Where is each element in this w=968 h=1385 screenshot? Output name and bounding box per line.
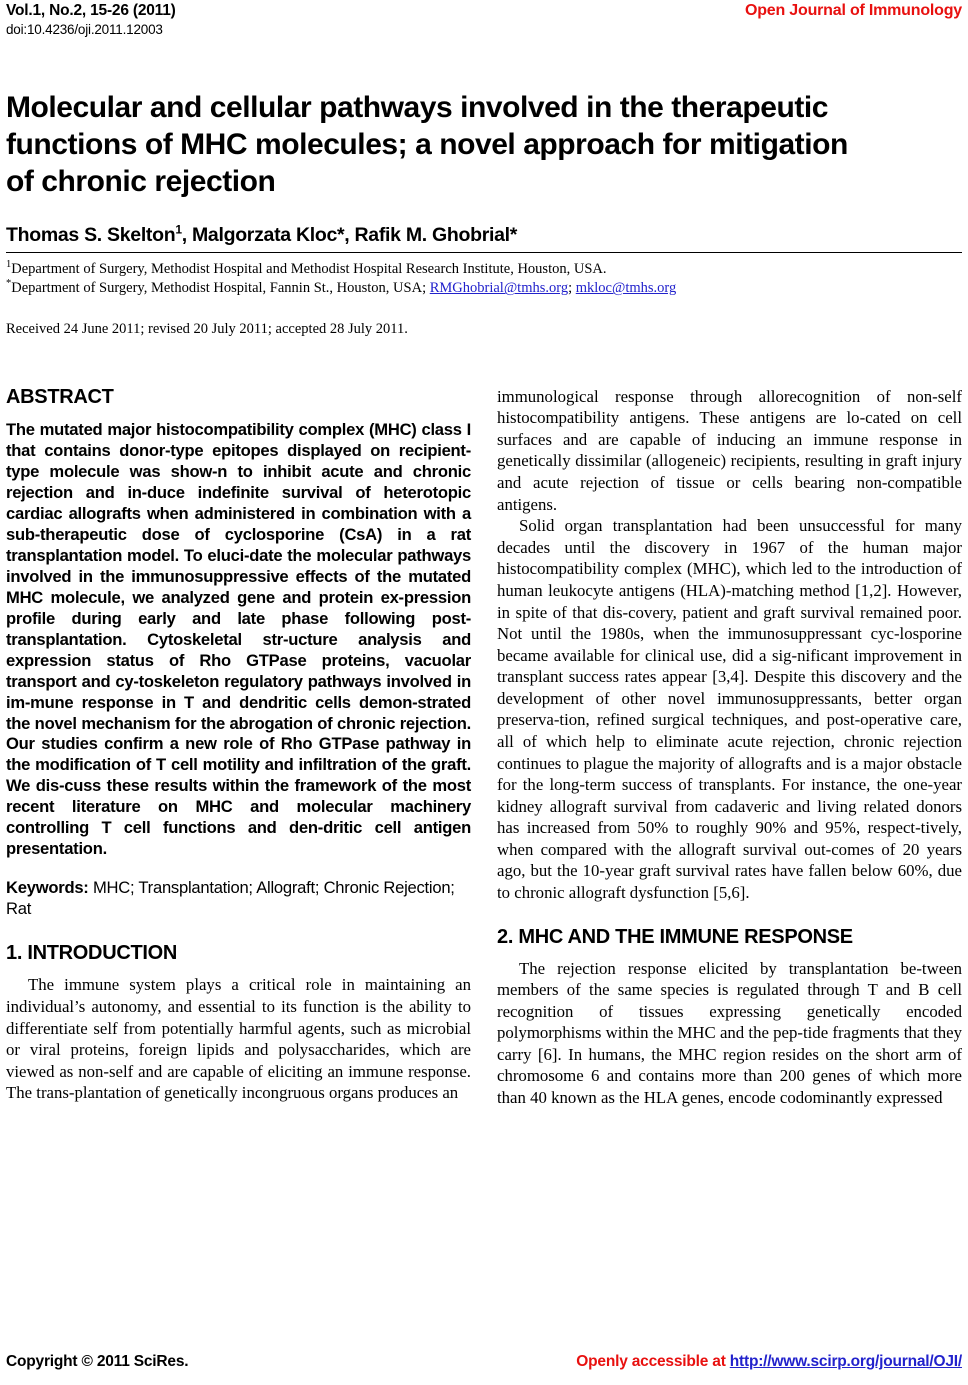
volume-issue-text: Vol.1, No.2, 15-26 (2011) xyxy=(6,2,176,19)
left-column xyxy=(6,386,471,1109)
affiliation-marker-2: * xyxy=(6,278,12,290)
right-column xyxy=(497,386,962,1109)
affiliation-text-2: Department of Surgery, Methodist Hospital, Fannin St., Houston, USA; xyxy=(11,280,430,297)
introduction-paragraph-1-right: immunological response through allorecognition of non-self histocompatibility antigens. These antigens are lo-cated on cell surfaces and are capable of inducing an immune response in genetically dissimilar (allogeneic) recipients, resulting in graft injury and acute rejection of tissue or cells bearing non-compatible antigens. xyxy=(497,386,962,514)
open-access-notice xyxy=(576,1353,962,1371)
open-access-label: Openly accessible at xyxy=(576,1353,730,1370)
affiliation-line-2 xyxy=(6,279,962,298)
journal-url-link[interactable]: http://www.scirp.org/journal/OJI/ xyxy=(729,1353,962,1370)
section-heading-introduction: 1. INTRODUCTION xyxy=(6,942,178,965)
affiliation-text-1: Department of Surgery, Methodist Hospital and Methodist Hospital Research Institute, Houston, USA. xyxy=(11,261,607,278)
affiliation-marker-1: 1 xyxy=(6,259,12,271)
email-link-ghobrial[interactable]: RMGhobrial@tmhs.org xyxy=(429,280,569,297)
affiliation-line-1 xyxy=(6,260,962,279)
page-footer xyxy=(6,1353,962,1371)
author-rest: , Malgorzata Kloc*, Rafik M. Ghobrial* xyxy=(181,224,518,247)
article-title: Molecular and cellular pathways involved in the therapeutic functions of MHC molecules; a novel approach for mitigation of chronic rejection xyxy=(6,91,848,198)
affiliations-block xyxy=(6,253,962,299)
running-head xyxy=(6,0,962,38)
keywords-value: MHC; Transplantation; Allograft; Chronic Rejection; Rat xyxy=(6,878,455,919)
email-separator: ; xyxy=(568,280,576,297)
introduction-paragraph-1-left: The immune system plays a critical role in maintaining an individual’s autonomy, and essential to its function is the ability to differentiate self from potentially harmful agents, such as microbial or viral proteins, foreign lipids and polysaccharides, which are viewed as non-self and are capable of eliciting an immune response. The trans-plantation of genetically incongruous organs produces an xyxy=(6,975,471,1103)
author-list xyxy=(6,200,962,252)
author-first: Thomas S. Skelton xyxy=(6,224,176,247)
doi-text: doi:10.4236/oji.2011.12003 xyxy=(6,21,163,37)
keywords-label: Keywords: xyxy=(6,878,89,898)
keywords-block xyxy=(6,860,471,920)
section-heading-mhc-immune-response: 2. MHC AND THE IMMUNE RESPONSE xyxy=(497,925,853,948)
introduction-paragraph-2: Solid organ transplantation had been unsuccessful for many decades until the discovery in 1967 of the human major histocompatibility complex (MHC), which led to the introduction of human leukocyte antigens (HLA)-matching method [1,2]. However, in spite of that dis-covery, patient and graft survival remained poor. Not until the 1980s, when the immunosuppressant cyc-losporine became available for clinical use, did a sig-nificant improvement in transplant success rates appear [3,4]. Despite this discovery and the development of other novel immunosuppressants, better organ preserva-tion, refined surgical techniques, and post-operative care, all of which help to eliminate acute rejection, chronic rejection continues to plague the majority of allografts and is a major obstacle for the long-term success of transplants. For instance, the one-year kidney allograft survival from cadaveric and living related donors has increased from 50% to roughly 90% and 95%, respect-tively, when compared with the allograft survival out-comes of 20 years ago, but the 10-year graft survival rates have fallen below 60%, due to chronic allograft dysfunction [5,6]. xyxy=(497,516,962,903)
email-link-kloc[interactable]: mkloc@tmhs.org xyxy=(575,280,677,297)
two-column-body xyxy=(6,338,962,1109)
running-head-left xyxy=(6,2,176,38)
received-dates: Received 24 June 2011; revised 20 July 2011; accepted 28 July 2011. xyxy=(6,320,408,337)
abstract-heading: ABSTRACT xyxy=(6,385,114,408)
mhc-immune-response-paragraph-1: The rejection response elicited by transplantation be-tween members of the same species is regulated through T and B cell recognition of tissues expressing genetically encoded polymorphisms within the MHC and the pep-tide fragments that they carry [6]. In humans, the MHC region resides on the short arm of chromosome 6 and contains more than 200 genes of which more than 40 known as the HLA genes, encode codominantly expressed xyxy=(497,958,962,1108)
journal-title: Open Journal of Immunology xyxy=(744,2,962,19)
author-affiliation-marker: 1 xyxy=(175,222,182,237)
abstract-text: The mutated major histocompatibility complex (MHC) class I that contains donor-type epitopes displayed on recipient-type molecule was show-n to inhibit acute and chronic rejection and in-duce indefinite survival of heterotopic cardiac allografts when administered in combination with a sub-therapeutic dose of cyclosporine (CsA) in a rat transplantation model. To eluci-date the molecular pathways involved in the immunosuppressive effects of the mutated MHC molecule, we analyzed gene and protein ex-pression profile during early and late phase following post-transplantation. Cytoskeletal str-ucture analysis and expression status of Rho GTPase proteins, vacuolar transport and cy-toskeleton regulatory pathways involved in im-mune response in T and dendritic cells demon-strated the novel mechanism for the abrogation of chronic rejection. Our studies confirm a new role of Rho GTPase pathway in the modification of T cell motility and infiltration of the graft. We dis-cuss these results within the framework of the most recent literature on MHC and molecular machinery controlling T cell functions and den-dritic cell antigen presentation. xyxy=(6,419,471,859)
copyright-text: Copyright © 2011 SciRes. xyxy=(6,1353,189,1370)
